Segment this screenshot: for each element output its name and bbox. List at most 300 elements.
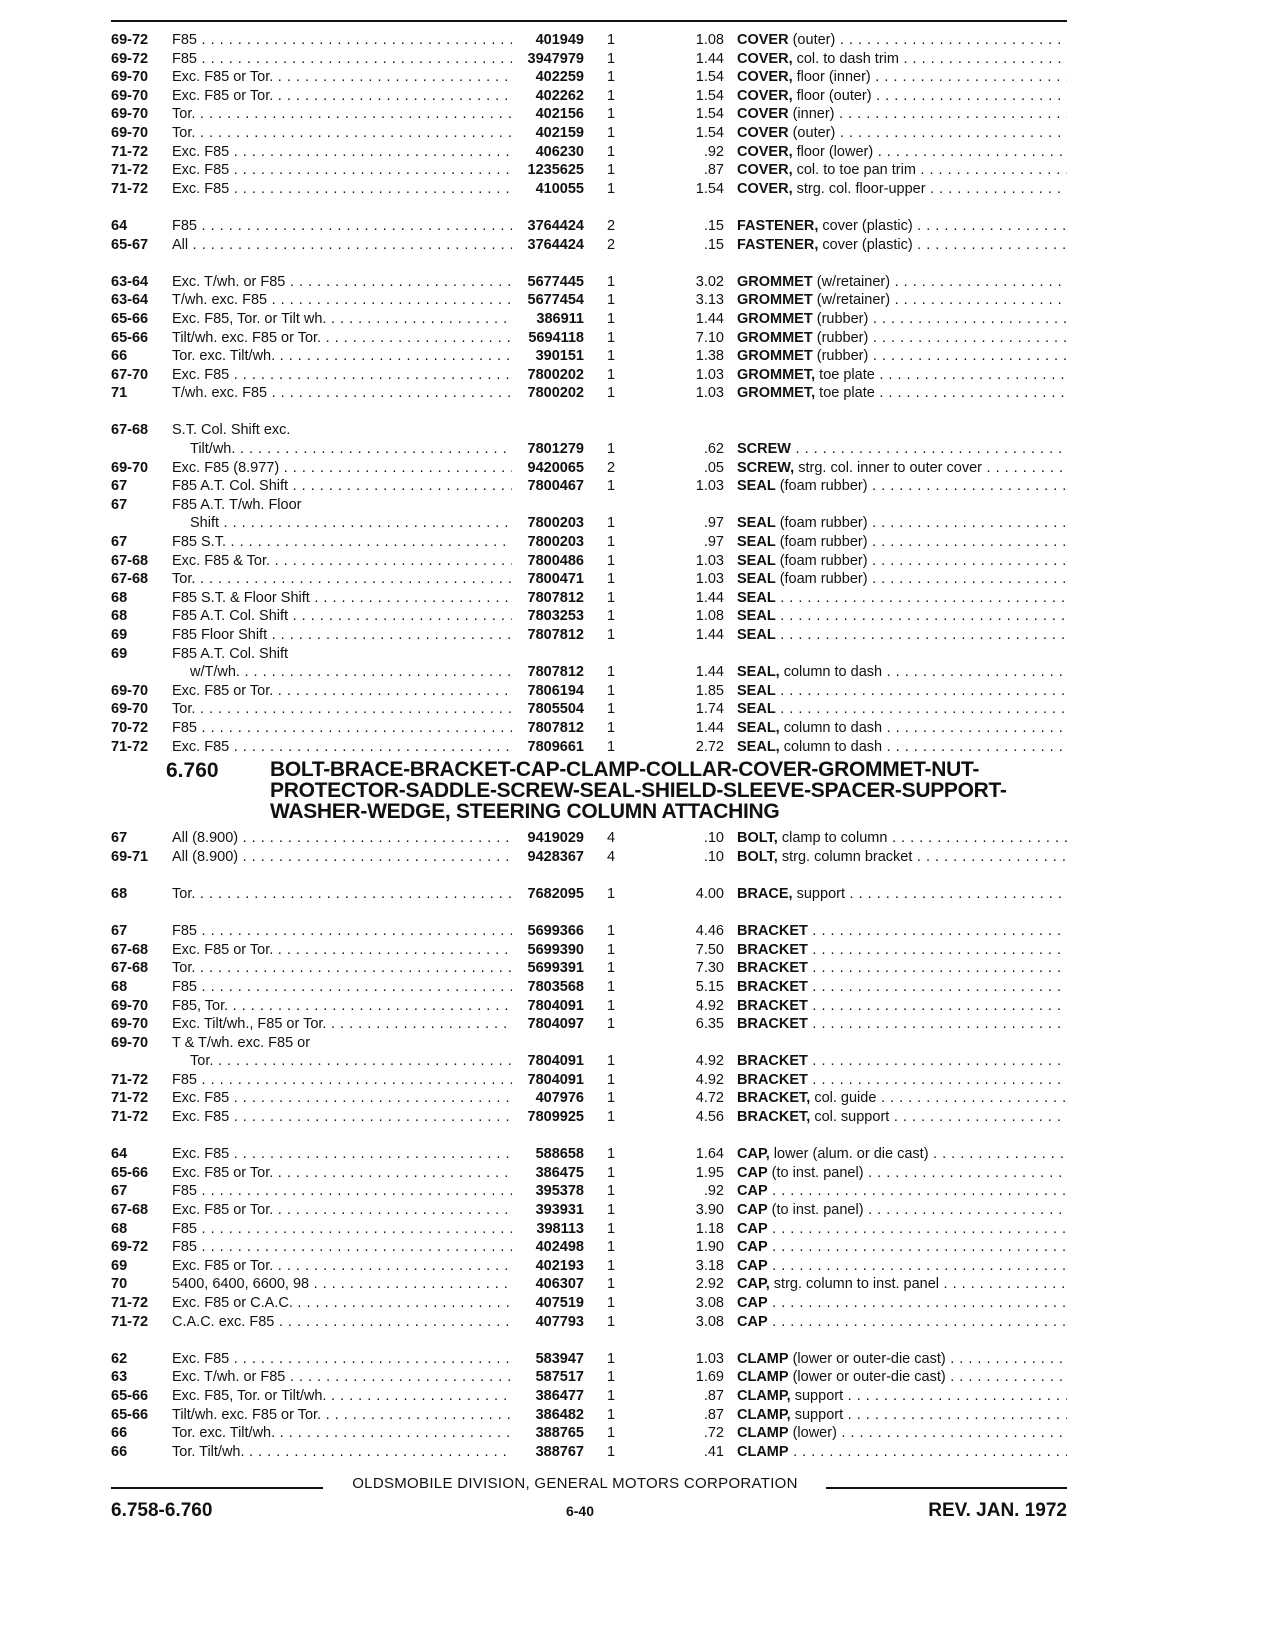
model-text: Exc. F85 . . . [172,367,512,383]
list-price: 1.44 [695,627,724,643]
part-name: SEAL [737,478,776,495]
quantity: 1 [607,1443,616,1460]
part-number: 5699390 [527,941,584,958]
part-detail: (outer) [788,124,836,141]
quantity: 1 [607,960,616,977]
parts-row [111,384,1067,403]
quantity: 1 [607,292,616,309]
description-text [737,608,1067,624]
description-text [737,553,1067,569]
year-range: 71-72 [111,1071,149,1088]
part-description [737,143,1067,162]
list-price: 1.44 [695,589,724,606]
quantity: 1 [607,143,616,160]
part-number: 407976 [535,1090,584,1107]
quantity: 1 [607,571,616,588]
list-price: 1.03 [695,571,724,588]
list-price: 1.44 [695,719,724,736]
year-range: 67 [111,478,128,495]
part-number: 388765 [535,1425,584,1442]
parts-row [111,421,1067,440]
parts-row [111,236,1067,255]
description-text [737,51,1067,67]
section-title [270,759,1070,822]
parts-row [111,514,1067,533]
model-application [172,1034,512,1053]
parts-row [111,922,1067,941]
description-text [737,162,1067,178]
description-text [737,441,1067,457]
description-text [737,571,1067,587]
parts-row [111,477,1067,496]
quantity: 1 [607,50,616,67]
quantity: 1 [607,1239,616,1256]
list-price: 5.15 [695,978,724,995]
list-price: 2.92 [695,1276,724,1293]
model-text: Tilt/wh. exc. F85 or Tor. . . . [172,330,512,346]
part-name: CAP [737,1239,768,1256]
footer-rule-left [111,1487,323,1489]
parts-row [111,161,1067,180]
part-number: 7806194 [527,682,584,699]
model-text: T/wh. exc. F85 . . . [172,385,512,401]
parts-row [111,829,1067,848]
part-name: CLAMP [737,1443,789,1460]
part-name: BRACKET [737,1016,808,1033]
year-range: 69 [111,1257,128,1274]
model-text: Exc. F85 . . . [172,1090,512,1106]
part-description [737,1145,1067,1164]
part-name: CAP [737,1202,768,1219]
part-name: SEAL [737,589,776,606]
description-text [737,1239,1067,1255]
part-number: 587517 [535,1369,584,1386]
part-number: 3764424 [527,236,584,253]
part-description [737,384,1067,403]
list-price: 3.18 [695,1257,724,1274]
part-description [737,1387,1067,1406]
part-name: SEAL, [737,738,780,755]
quantity: 1 [607,180,616,197]
model-text: S.T. Col. Shift exc. [172,422,291,439]
year-range: 63 [111,1369,128,1386]
part-name: CLAMP [737,1425,789,1442]
description-text [737,886,1067,902]
part-description [737,217,1067,236]
parts-row [111,1368,1067,1387]
part-description [737,1424,1067,1443]
parts-row [111,1071,1067,1090]
part-detail: (foam rubber) [775,534,868,551]
part-detail: cover (plastic) [818,217,913,234]
parts-row [111,533,1067,552]
list-price: 1.03 [695,1350,724,1367]
part-description [737,1294,1067,1313]
part-detail: (foam rubber) [775,571,868,588]
description-text [737,348,1067,364]
list-price: 3.90 [695,1202,724,1219]
section-title-line: PROTECTOR-SADDLE-SCREW-SEAL-SHIELD-SLEEVE-SPACER-SUPPORT- [270,779,1007,803]
part-detail: support [790,1406,844,1423]
parts-row [111,626,1067,645]
description-text [737,664,1067,680]
part-number: 3947979 [527,50,584,67]
part-name: FASTENER, [737,217,819,234]
parts-row [111,1015,1067,1034]
part-number: 7800467 [527,478,584,495]
quantity: 1 [607,923,616,940]
model-text: Exc. F85 . . . [172,144,512,160]
part-number: 386911 [536,310,584,327]
list-price: 6.35 [695,1016,724,1033]
year-range: 67 [111,496,128,513]
model-text: F85 . . . [172,1239,512,1255]
model-text: Exc. F85, Tor. or Tilt/wh. . . . [172,1388,512,1404]
part-number: 386482 [535,1406,584,1423]
part-detail: (rubber) [812,310,869,327]
footer-revision-date: REV. JAN. 1972 [928,1500,1067,1521]
model-text: Exc. T/wh. or F85 . . . [172,274,512,290]
year-range: 66 [111,348,128,365]
model-text: Exc. F85 . . . [172,162,512,178]
description-text [737,1072,1067,1088]
quantity: 1 [607,124,616,141]
list-price: 1.08 [695,32,724,48]
quantity: 1 [607,329,616,346]
part-description [737,1406,1067,1425]
model-text: Exc. F85 or Tor. . . . [172,1202,512,1218]
description-text [737,1314,1067,1330]
part-name: BRACE, [737,885,793,902]
part-name: GROMMET [737,348,813,365]
quantity: 1 [607,1202,616,1219]
parts-row [111,105,1067,124]
part-description [737,700,1067,719]
parts-row [111,738,1067,757]
part-number: 5694118 [528,329,584,346]
list-price: .97 [703,515,724,532]
part-number: 7805504 [527,701,584,718]
part-detail: strg. col. inner to outer cover [794,459,982,476]
model-text: F85 . . . [172,1072,512,1088]
quantity: 1 [607,1183,616,1200]
model-text: Exc. F85, Tor. or Tilt wh. . . . [172,311,512,327]
model-text: C.A.C. exc. F85 . . . [172,1314,512,1330]
description-text [737,69,1067,85]
list-price: 1.69 [695,1369,724,1386]
quantity: 1 [607,273,616,290]
part-name: GROMMET, [737,366,816,383]
part-description [737,1089,1067,1108]
part-number: 3764424 [527,217,584,234]
part-name: COVER, [737,69,793,86]
parts-row [111,700,1067,719]
list-price: 1.44 [695,664,724,681]
description-text [737,274,1067,290]
list-price: 1.74 [695,701,724,718]
list-price: .41 [703,1443,724,1460]
part-name: COVER [737,32,789,48]
list-price: .15 [703,217,724,234]
part-name: CAP [737,1183,768,1200]
quantity: 1 [607,32,616,48]
part-number: 7804091 [527,997,584,1014]
parts-row [111,997,1067,1016]
year-range: 67-68 [111,1202,149,1219]
part-description [737,1071,1067,1090]
quantity: 1 [607,348,616,365]
list-price: 1.54 [695,87,724,104]
description-text [737,923,1067,939]
list-price: .87 [703,1406,724,1423]
model-text: Exc. F85 or C.A.C. . . . [172,1295,512,1311]
part-number: 7800471 [527,571,584,588]
section-title-line: BOLT-BRACE-BRACKET-CAP-CLAMP-COLLAR-COVER-GROMMET-NUT- [270,758,980,782]
list-price: 4.92 [695,1053,724,1070]
parts-row [111,1238,1067,1257]
model-text: Exc. F85 or Tor. . . . [172,683,512,699]
model-text: F85 A.T. Col. Shift . . . [172,608,512,624]
part-description [737,291,1067,310]
description-text [737,590,1067,606]
part-detail: (lower or outer-die cast) [788,1350,946,1367]
description-text [737,683,1067,699]
part-number: 388767 [535,1443,584,1460]
quantity: 1 [607,608,616,625]
group-spacer [111,198,1067,217]
list-price: 1.44 [695,50,724,67]
part-name: CLAMP, [737,1406,791,1423]
part-number: 9419029 [527,830,584,847]
part-name: BRACKET, [737,1090,811,1107]
part-number: 395378 [535,1183,584,1200]
part-name: CAP, [737,1276,770,1293]
quantity: 1 [607,978,616,995]
year-range: 69 [111,645,128,662]
quantity: 1 [607,941,616,958]
year-range: 68 [111,885,128,902]
parts-row [111,607,1067,626]
parts-row [111,1424,1067,1443]
year-range: 62 [111,1350,128,1367]
year-range: 67-68 [111,552,149,569]
model-text: F85 . . . [172,720,512,736]
part-name: COVER, [737,143,793,160]
parts-row [111,329,1067,348]
part-detail: strg. col. floor-upper [792,180,926,197]
year-range: 69 [111,627,128,643]
year-range: 71-72 [111,162,149,179]
list-price: .05 [703,459,724,476]
model-text: Tor. . . . [172,960,512,976]
year-range: 65-66 [111,329,149,346]
parts-row [111,310,1067,329]
part-number: 7801279 [527,441,584,458]
parts-row [111,1406,1067,1425]
part-number: 7807812 [527,589,584,606]
parts-row [111,978,1067,997]
model-text: 5400, 6400, 6600, 98 . . . [172,1276,512,1292]
part-number: 7800486 [527,552,584,569]
list-price: 4.92 [695,997,724,1014]
quantity: 1 [607,1071,616,1088]
parts-row [111,1220,1067,1239]
list-price: 4.46 [695,923,724,940]
part-name: BRACKET [737,997,808,1014]
part-description [737,1443,1067,1462]
model-text: Exc. F85 . . . [172,181,512,197]
part-description [737,589,1067,608]
part-name: SEAL, [737,664,780,681]
description-text [737,1053,1067,1069]
description-text [737,1090,1067,1106]
parts-row [111,87,1067,106]
part-description [737,1238,1067,1257]
model-text: Exc. F85 . . . [172,1109,512,1125]
part-number: 7682095 [527,885,584,902]
year-range: 71-72 [111,1090,149,1107]
year-range: 68 [111,978,128,995]
part-name: SEAL [737,534,776,551]
parts-row [111,1089,1067,1108]
part-number: 7800203 [527,534,584,551]
part-description [737,347,1067,366]
part-name: BRACKET [737,960,808,977]
description-text [737,367,1067,383]
year-range: 69-70 [111,1034,149,1051]
part-name: BRACKET [737,978,808,995]
part-number: 390151 [535,348,584,365]
description-text [737,1146,1067,1162]
part-name: GROMMET [737,292,813,309]
part-detail: (lower or outer-die cast) [788,1369,946,1386]
part-description [737,829,1067,848]
model-text: T/wh. exc. F85 . . . [172,292,512,308]
part-description [737,477,1067,496]
model-text: Tor. exc. Tilt/wh. . . . [172,1425,512,1441]
description-text [737,218,1067,234]
part-number: 5677445 [527,273,584,290]
parts-row [111,440,1067,459]
part-detail: (to inst. panel) [767,1202,864,1219]
list-price: 4.56 [695,1109,724,1126]
model-text: Shift . . . [190,515,512,531]
list-price: 1.95 [695,1164,724,1181]
part-detail: floor (inner) [792,69,871,86]
part-detail: column to dash [779,664,883,681]
year-range: 69-70 [111,69,149,86]
part-detail: support [790,1387,844,1404]
parts-row [111,68,1067,87]
parts-row [111,570,1067,589]
part-name: SEAL [737,552,776,569]
list-price: 1.08 [695,608,724,625]
year-range: 67 [111,1183,128,1200]
list-price: .72 [703,1425,724,1442]
list-price: 3.02 [695,273,724,290]
list-price: 1.90 [695,1239,724,1256]
year-range: 69-70 [111,106,149,123]
year-range: 71 [111,385,128,402]
year-range: 69-70 [111,701,149,718]
quantity: 1 [607,310,616,327]
part-description [737,1257,1067,1276]
part-name: SCREW [737,441,791,458]
year-range: 65-66 [111,1164,149,1181]
part-description [737,997,1067,1016]
part-description [737,922,1067,941]
part-number: 7804091 [527,1053,584,1070]
list-price: 1.18 [695,1220,724,1237]
model-text: F85 . . . [172,218,512,234]
description-text [737,330,1067,346]
part-detail: (foam rubber) [775,552,868,569]
part-name: CLAMP, [737,1387,791,1404]
year-range: 70-72 [111,719,149,736]
part-detail: (w/retainer) [812,273,891,290]
part-number: 7800202 [527,385,584,402]
model-text: T & T/wh. exc. F85 or [172,1034,311,1051]
list-price: .15 [703,236,724,253]
description-text [737,1165,1067,1181]
model-text: Exc. F85 . . . [172,1351,512,1367]
part-number: 588658 [535,1146,584,1163]
quantity: 1 [607,997,616,1014]
part-number: 7807812 [527,664,584,681]
part-name: CAP [737,1220,768,1237]
model-text: F85 A.T. Col. Shift [172,645,289,662]
quantity: 1 [607,1053,616,1070]
part-name: SCREW, [737,459,795,476]
part-detail: lower (alum. or die cast) [769,1146,929,1163]
part-number: 386475 [535,1164,584,1181]
part-number: 7804097 [527,1016,584,1033]
model-text: F85 A.T. Col. Shift . . . [172,478,512,494]
quantity: 1 [607,87,616,104]
part-description [737,738,1067,757]
description-text [737,534,1067,550]
list-price: 1.03 [695,366,724,383]
parts-groups-before-section [111,31,1067,756]
part-detail: strg. column to inst. panel [769,1276,940,1293]
list-price: 1.03 [695,478,724,495]
part-name: CAP [737,1257,768,1274]
year-range: 71-72 [111,1109,149,1126]
list-price: 4.72 [695,1090,724,1107]
part-number: 402498 [535,1239,584,1256]
parts-row [111,663,1067,682]
part-description [737,1313,1067,1332]
part-description [737,514,1067,533]
quantity: 1 [607,106,616,123]
list-price: 1.54 [695,106,724,123]
parts-row [111,885,1067,904]
model-text: F85 Floor Shift . . . [172,627,512,643]
part-description [737,124,1067,143]
year-range: 65-66 [111,310,149,327]
part-name: CAP [737,1313,768,1330]
year-range: 69-72 [111,1239,149,1256]
description-text [737,181,1067,197]
model-text: Exc. F85 & Tor. . . . [172,553,512,569]
description-text [737,515,1067,531]
description-text [737,1183,1067,1199]
part-description [737,1220,1067,1239]
parts-row [111,496,1067,515]
part-description [737,161,1067,180]
list-price: 3.08 [695,1313,724,1330]
description-text [737,1425,1067,1441]
